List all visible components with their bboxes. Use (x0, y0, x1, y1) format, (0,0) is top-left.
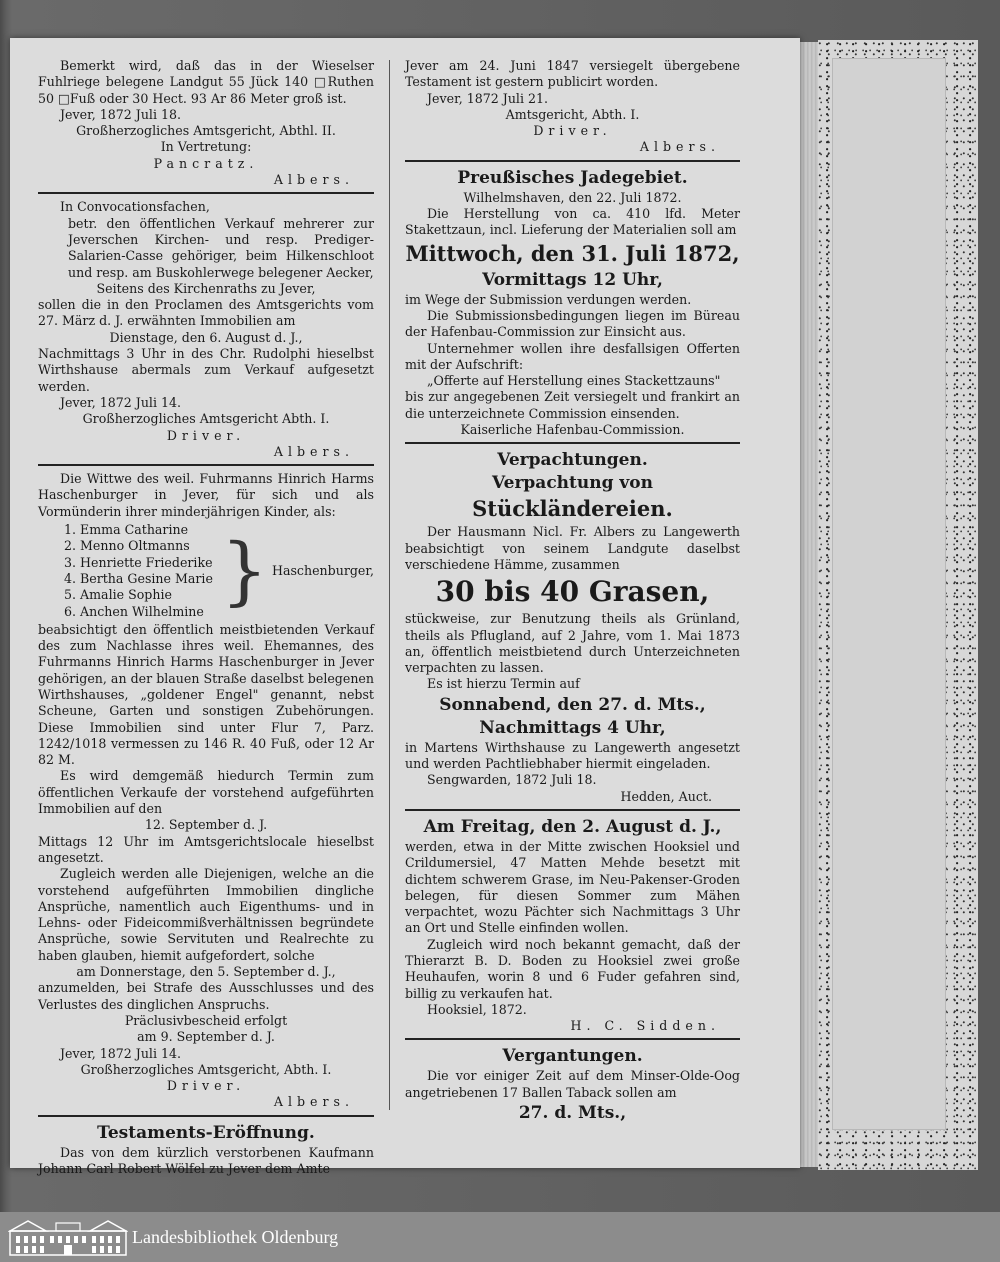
notice-date: Hooksiel, 1872. (427, 1001, 527, 1017)
notice-court: Großherzogliches Amtsgericht Abth. I. (82, 411, 330, 427)
highlight-date: Mittwoch, den 31. Juli 1872, (405, 240, 740, 266)
notice-text: stückweise, zur Benutzung theils als Grünland, theils als Pflugland, auf 2 Jahre, vom 1. Mai 1873 an, öffentlich meistbietend durch Unterzeichneten verpachten zu lassen. (405, 611, 740, 676)
notice-signature: Kaiserliche Hafenbau-Commission. (460, 422, 685, 438)
child-name: 3. Henriette Friederike (64, 554, 213, 570)
cover-inner-panel (832, 58, 946, 1130)
preclusion-note: Präclusivbescheid erfolgt (124, 1012, 288, 1028)
notice-clerk: Albers. (639, 139, 720, 155)
notice-text: Die Submissionsbedingungen liegen im Büreau der Hafenbau-Commission zur Einsicht aus. (405, 307, 740, 340)
family-surname: Haschenburger, (271, 562, 374, 578)
notice-text: im Wege der Submission verdungen werden. (405, 291, 692, 307)
library-footer (0, 1212, 1000, 1262)
subheading: Stückländereien. (472, 496, 673, 522)
notice-body: Zugleich werden alle Diejenigen, welche an die vorstehend aufgeführten Immobilien dingliche Ansprüche, namentlich auch Eigenthums- und in Lehns- oder Fideicommißverhältnissen begründete Ansprüche, sowie Servituten und Realrechte zu haben glauben, hiemit aufgefordert, solche (38, 866, 374, 963)
notice-court: Großherzogliches Amtsgericht, Abth. I. (80, 1061, 332, 1077)
brace-icon: } (220, 527, 268, 614)
notice-text: Zugleich wird noch bekannt gemacht, daß der Thierarzt B. D. Boden zu Hooksiel zwei große Heuhaufen, worin 8 und 6 Fuder gefahren sind, billig zu verkaufen hat. (405, 936, 740, 1001)
notice-date: Jever, 1872 Juli 14. (60, 394, 182, 410)
notice-line: Nachmittags 3 Uhr in des Chr. Rudolphi hieselbst Wirthshause abermals zum Verkauf aufgesetzt werden. (38, 346, 374, 394)
notice-text: bis zur angegebenen Zeit versiegelt und frankirt an die unterzeichnete Commission einsenden. (405, 389, 740, 421)
notice-date: Jever, 1872 Juli 18. (60, 106, 182, 122)
notice-testament-cont (405, 58, 740, 156)
separator (405, 160, 740, 162)
notice-clerk: Albers. (273, 172, 354, 188)
notice-text: Unternehmer wollen ihre desfallsigen Offerten mit der Aufschrift: (405, 340, 740, 372)
notice-court: Großherzogliches Amtsgericht, Abthl. II. (76, 123, 336, 139)
notice-body: anzumelden, bei Strafe des Ausschlusses und des Verlustes des dinglichen Anspruchs. (38, 980, 374, 1012)
separator (38, 192, 374, 194)
notice-intro: Die Wittwe des weil. Fuhrmanns Hinrich Harms Haschenburger in Jever, für sich und als Vormünderin ihrer minderjährigen Kinder, als: (38, 471, 374, 519)
notice-convocation (38, 199, 374, 460)
notice-date: Sengwarden, 1872 Juli 18. (427, 772, 597, 788)
child-name: 4. Bertha Gesine Marie (64, 570, 213, 586)
sale-date: 12. September d. J. (144, 817, 268, 833)
child-name: 5. Amalie Sophie (64, 587, 172, 603)
notice-jadegebiet (405, 167, 740, 439)
left-column (38, 58, 374, 1177)
notice-clerk: Albers. (273, 1094, 354, 1110)
notice-body: Mittags 12 Uhr im Amtsgerichtslocale hieselbst angesetzt. (38, 833, 374, 865)
notice-deputy: In Vertretung: (160, 139, 252, 155)
notice-line: Seitens des Kirchenraths zu Jever, (96, 280, 316, 296)
notice-judge: Driver. (166, 427, 246, 443)
notice-text: werden, etwa in der Mitte zwischen Hooksiel und Crildumersiel, 47 Matten Mehde besetzt mit dichtem schwerem Grase, im Neu-Pakenser-Groden belegen, für diesen Sommer zum Mähen verpachtet, wozu Pächter sich Nachmittags 3 Uhr an Ort und Stelle einfinden wollen. (405, 838, 740, 936)
section-heading: Am Freitag, den 2. August d. J., (423, 816, 722, 837)
notice-date: Jever, 1872 Juli 14. (60, 1045, 182, 1061)
separator (38, 464, 374, 466)
preclusion-date: am 9. September d. J. (137, 1029, 275, 1045)
subheading: Verpachtung von (492, 473, 653, 494)
notice-quote: „Offerte auf Herstellung eines Stackettzauns" (427, 373, 721, 389)
notice-judge: Driver. (166, 1078, 246, 1094)
notice-text: Es ist hierzu Termin auf (427, 676, 580, 692)
notice-text: Die Herstellung von ca. 410 lfd. Meter Stakettzaun, incl. Lieferung der Materialien soll am (405, 206, 740, 238)
notice-line: sollen die in den Proclamen des Amtsgerichts vom 27. März d. J. erwähnten Immobilien am (38, 297, 374, 329)
separator (405, 1038, 740, 1040)
notice-body: beabsichtigt den öffentlich meistbietenden Verkauf des zum Nachlasse ihres weil. Ehemannes, des Fuhrmanns Hinrich Harms Haschenburger in Jever gehörigen, an der blauen Straße daselbst belegenen Wirthshauses, „goldener Engel" genannt, nebst Scheune, Garten und sonstigen Zubehörungen. Diese Immobilien sind unter Flur 7, Parz. 1242/1018 vermessen zu 146 R. 40 Fuß, oder 12 Ar 82 M. (38, 621, 374, 768)
notice-testament (38, 1122, 374, 1178)
section-heading: Vergantungen. (502, 1046, 643, 1067)
page-edge (800, 42, 818, 1167)
child-name: 1. Emma Catharine (64, 522, 189, 538)
column-divider (389, 60, 390, 1110)
notice-text: Das von dem kürzlich verstorbenen Kaufmann Johann Carl Robert Wölfel zu Jever dem Amte (38, 1144, 374, 1176)
highlight-date: Sonnabend, den 27. d. Mts., (439, 694, 706, 715)
notice-text: in Martens Wirthshause zu Langewerth angesetzt und werden Pachtliebhaber hiermit eingeladen. (405, 739, 740, 772)
notice-freitag (405, 816, 740, 1035)
separator (38, 1115, 374, 1117)
children-list (38, 522, 374, 620)
notice-verpachtung (405, 449, 740, 805)
separator (405, 442, 740, 444)
notice-haschenburger (38, 471, 374, 1111)
notice-deputy-name: Pancratz. (153, 155, 259, 171)
highlight-time: Nachmittags 4 Uhr, (479, 717, 666, 738)
highlight-date: 27. d. Mts., (518, 1103, 627, 1124)
notice-court: Amtsgericht, Abth. I. (505, 106, 640, 122)
separator (405, 809, 740, 811)
notice-landgut (38, 58, 374, 188)
notice-vergantungen (405, 1045, 740, 1124)
notice-text: Jever am 24. Juni 1847 versiegelt übergebene Testament ist gestern publicirt worden. (405, 58, 740, 90)
library-building-icon (8, 1217, 128, 1257)
highlight-time: Vormittags 12 Uhr, (482, 269, 663, 290)
notice-line: betr. den öffentlichen Verkauf mehrerer zur Jeverschen Kirchen- und resp. Prediger-Salarien-Casse gehöriger, beim Hilkenschloot und resp. am Buskohlerwege belegener Aecker, (68, 215, 374, 280)
place-date: Wilhelmshaven, den 22. Juli 1872. (463, 189, 682, 205)
claims-date: am Donnerstage, den 5. September d. J., (76, 964, 336, 980)
section-heading: Verpachtungen. (497, 450, 648, 471)
child-name: 6. Anchen Wilhelmine (64, 603, 204, 619)
child-name: 2. Menno Oltmanns (64, 538, 190, 554)
notice-date: Jever, 1872 Juli 21. (427, 90, 549, 106)
section-heading: Preußisches Jadegebiet. (457, 167, 688, 188)
right-column (405, 58, 740, 1125)
notice-clerk: Albers. (273, 443, 354, 459)
notice-body: Es wird demgemäß hiedurch Termin zum öffentlichen Verkaufe der vorstehend aufgeführten Immobilien auf den (38, 768, 374, 817)
section-heading: Testaments-Eröffnung. (97, 1122, 315, 1143)
notice-text: Die vor einiger Zeit auf dem Minser-Olde-Oog angetriebenen 17 Ballen Taback sollen am (405, 1068, 740, 1100)
notice-signature: H. C. Sidden. (570, 1018, 720, 1034)
notice-judge: Driver. (533, 123, 612, 139)
notice-text: Der Hausmann Nicl. Fr. Albers zu Langewerth beabsichtigt von seinem Landgute daselbst verschiedene Hämme, zusammen (405, 524, 740, 572)
highlight-quantity: 30 bis 40 Grasen, (435, 575, 710, 609)
notice-text: Bemerkt wird, daß das in der Wieselser Fuhlriege belegene Landgut 55 Jück 140 □Ruthen 50 □Fuß oder 30 Hect. 93 Ar 86 Meter groß ist. (38, 58, 374, 106)
notice-signature: Hedden, Auct. (620, 788, 712, 804)
notice-line: In Convocationsfachen, (60, 199, 210, 215)
notice-line: Dienstage, den 6. August d. J., (109, 329, 303, 345)
library-name: Landesbibliothek Oldenburg (132, 1226, 339, 1247)
